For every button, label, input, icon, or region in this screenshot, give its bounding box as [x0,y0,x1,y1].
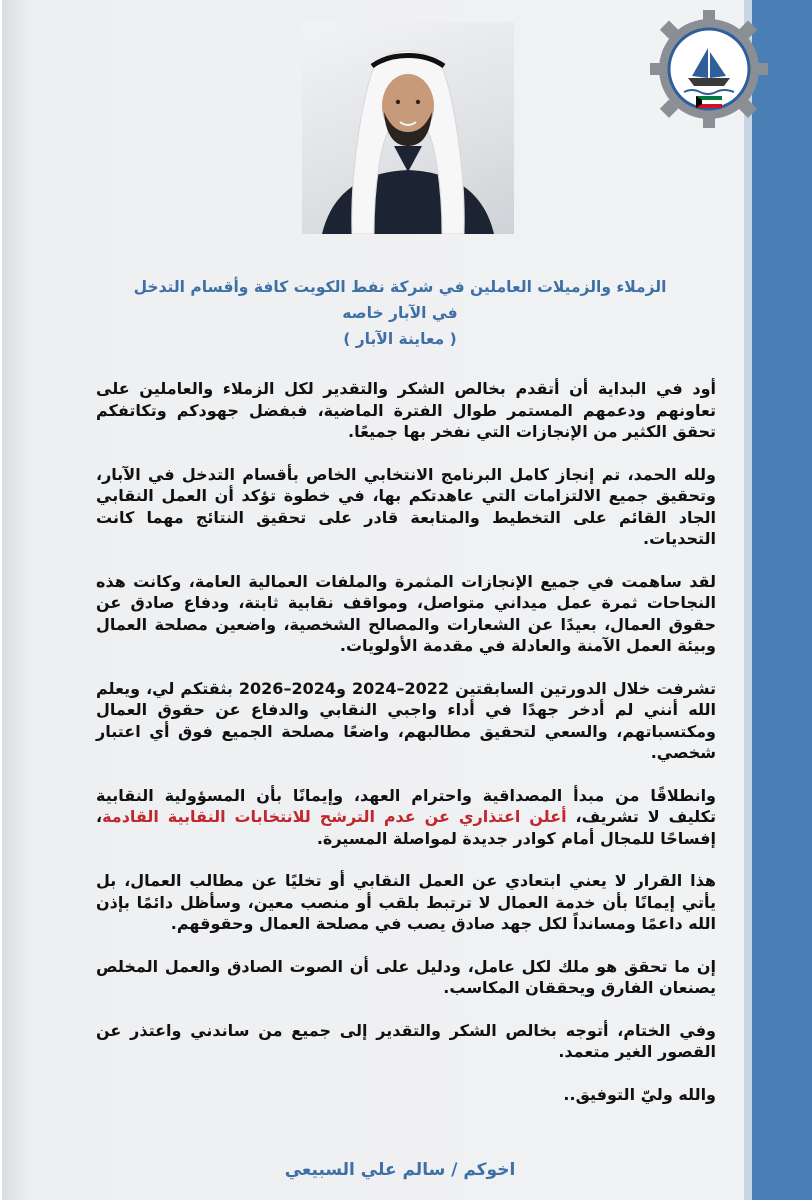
announcement-highlight: أعلن اعتذاري عن عدم الترشح للانتخابات النقابية القادمة [102,807,567,826]
heading-line-1: الزملاء والزميلات العاملين في شركة نفط الكويت كافة وأقسام التدخل في الآبار خاصه [133,278,667,322]
left-edge [0,0,2,1200]
letter-heading [120,274,680,352]
paragraph-achievement: ولله الحمد، تم إنجاز كامل البرنامج الانتخابي الخاص بأقسام التدخل في الآبار، وتحقيق جميع الالتزامات التي عاهدتكم بها، في خطوة تؤكد أن العمل النقابي الجاد القائم على التخطيط والمتابعة قادر على تحقيق النتائج مهما كانت التحديات. [96,464,716,548]
paragraph-terms: تشرفت خلال الدورتين السابقتين 2022–2024 و2024–2026 بثقتكم لي، ويعلم الله أنني لم أدخر جهدًا في أداء واجبي النقابي والدفاع عن حقوق العمال ومكتسباتهم، والسعي لتحقيق مطالبهم، واضعًا مصلحة الجميع فوق أي اعتبار شخصي. [96,678,717,762]
border-stripe-blue [752,0,812,1200]
paragraph-ownership: إن ما تحقق هو ملك لكل عامل، ودليل على أن الصوت الصادق والعمل المخلص يصنعان الفارق ويحققان المكاسب. [96,956,716,997]
letter-body [96,378,716,1126]
border-stripe-light [744,0,752,1200]
portrait-photo [302,22,514,234]
heading-line-2: ( معاينة الآبار ) [343,330,457,348]
paragraph-intro: أود في البداية أن أتقدم بخالص الشكر والتقدير لكل الزملاء والعاملين على تعاونهم ودعمهم المستمر طوال الفترة الماضية، فبفضل جهودكم وتكاتفكم تحقق الكثير من الإنجازات التي نفخر بها جميعًا. [96,379,716,441]
paragraph-commitment: هذا القرار لا يعني ابتعادي عن العمل النقابي أو تخليًا عن مطالب العمال، بل يأتي إيمانًا بأن خدمة العمال لا ترتبط بلقب أو منصب معين، وسأظل دائمًا بإذن الله داعمًا ومسانداً لكل جهد صادق يصب في مصلحة العمال وحقوقهم. [96,871,716,933]
union-emblem-logo [648,8,770,130]
signature: اخوكم / سالم علي السبيعي [284,1160,516,1180]
paragraph-announcement [96,785,716,850]
paragraph-closing: وفي الختام، أتوجه بخالص الشكر والتقدير إلى جميع من ساندني واعتذر عن القصور الغير متعمد. [96,1020,716,1061]
paragraph-contributions: لقد ساهمت في جميع الإنجازات المثمرة والملفات العمالية العامة، وكانت هذه النجاحات ثمرة عمل ميداني متواصل، ومواقف نقابية ثابتة، ودفاع صادق عن حقوق العمال، بعيدًا عن الشعارات والمصالح الشخصية، واضعين مصلحة العمال وبيئة العمل الآمنة والعادلة في مقدمة الأولويات. [96,571,716,655]
announcement-text-before: وانطلاقًا من مبدأ المصداقية واحترام العهد، وإيمانًا بأن المسؤولية النقابية تكليف لا تشريف، [96,785,716,826]
paragraph-farewell: والله وليّ التوفيق.. [563,1084,716,1104]
announcement-text-after: ، إفساحًا للمجال أمام كوادر جديدة لمواصلة المسيرة. [96,807,716,848]
